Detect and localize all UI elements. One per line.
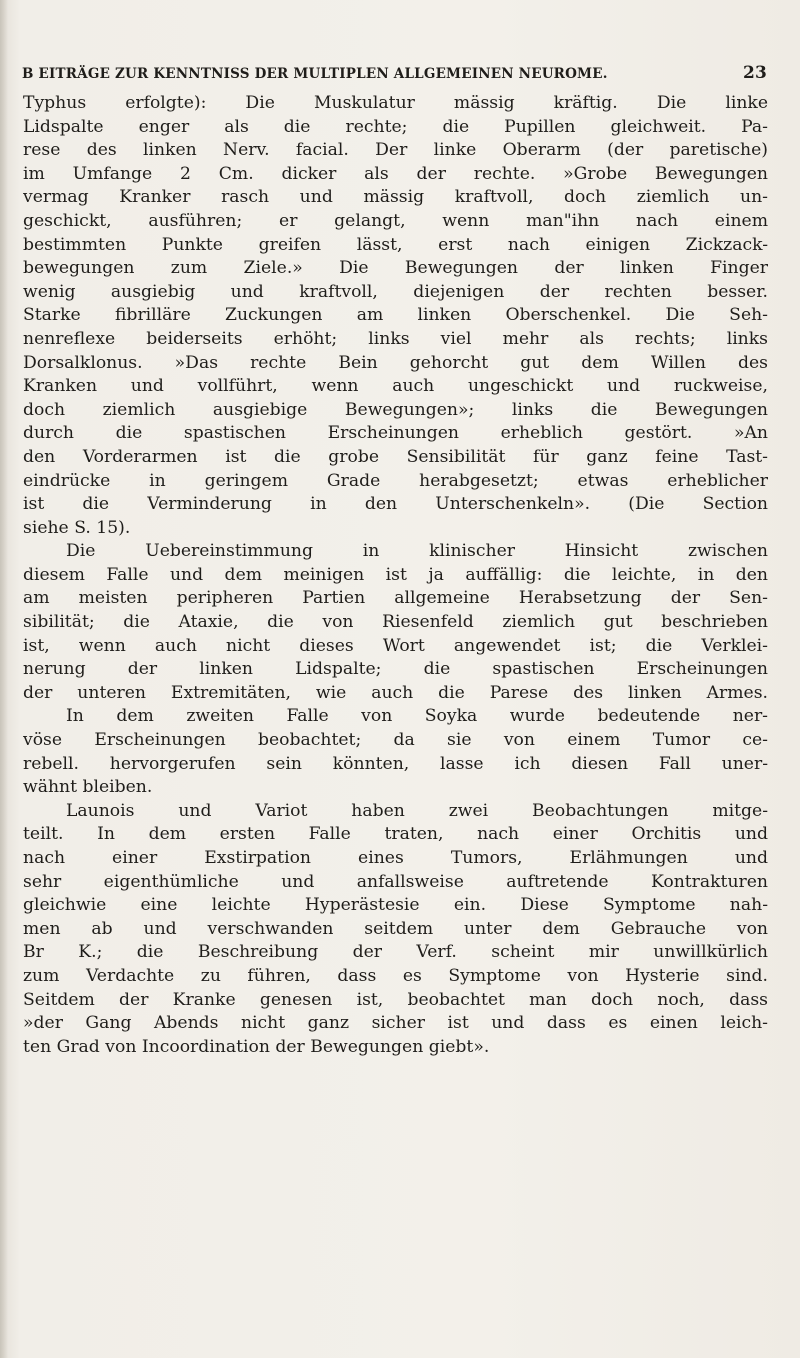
text-line: vöse Erscheinungen beobachtet; da sie von einem Tumor ce- — [23, 730, 768, 751]
text-line: siehe S. 15). — [23, 517, 131, 538]
text-line: Die Uebereinstimmung in klinischer Hinsicht zwischen — [66, 541, 768, 562]
text-line: vermag Kranker rasch und mässig kraftvoll, doch ziemlich un- — [23, 187, 768, 208]
text-line: durch die spastischen Erscheinungen erheblich gestört. »An — [23, 423, 768, 444]
text-line: ten Grad von Incoordination der Bewegungen giebt». — [23, 1036, 490, 1057]
text-line: Dorsalklonus. »Das rechte Bein gehorcht gut dem Willen des — [23, 352, 768, 373]
page-edge-shadow — [0, 0, 8, 1358]
text-line: In dem zweiten Falle von Soyka wurde bedeutende ner- — [66, 706, 768, 727]
text-line: wenig ausgiebig und kraftvoll, diejenigen der rechten besser. — [23, 281, 768, 302]
text-line: bestimmten Punkte greifen lässt, erst nach einigen Zickzack- — [23, 234, 768, 255]
text-line: teilt. In dem ersten Falle traten, nach einer Orchitis und — [23, 824, 768, 845]
text-line: wähnt bleiben. — [23, 777, 153, 798]
text-line: nach einer Exstirpation eines Tumors, Erlähmungen und — [23, 848, 768, 868]
text-line: »der Gang Abends nicht ganz sicher ist und dass es einen leich- — [23, 1013, 768, 1034]
text-line: men ab und verschwanden seitdem unter dem Gebrauche von — [23, 918, 768, 939]
text-line: zum Verdachte zu führen, dass es Symptome von Hysterie sind. — [23, 965, 768, 986]
text-line: nenreflexe beiderseits erhöht; links viel mehr als rechts; links — [23, 328, 768, 349]
text-line: Br K.; die Beschreibung der Verf. scheint mir unwillkürlich — [23, 942, 768, 963]
page-header — [22, 63, 767, 87]
text-line: den Vorderarmen ist die grobe Sensibilität für ganz feine Tast- — [23, 446, 768, 467]
text-line: diesem Falle und dem meinigen ist ja auffällig: die leichte, in den — [23, 564, 768, 585]
running-title: B EITRÄGE ZUR KENNTNISS DER MULTIPLEN ALLGEMEINEN NEUROME. — [22, 66, 608, 82]
text-line: ist die Verminderung in den Unterschenkeln». (Die Section — [23, 494, 768, 515]
text-line: Launois und Variot haben zwei Beobachtungen mitge- — [66, 800, 768, 821]
text-line: Kranken und vollführt, wenn auch ungeschickt und ruckweise, — [23, 376, 768, 397]
text-line: Typhus erfolgte): Die Muskulatur mässig kräftig. Die linke — [23, 93, 768, 113]
text-line: nerung der linken Lidspalte; die spastischen Erscheinungen — [23, 659, 768, 680]
text-line: eindrücke in geringem Grade herabgesetzt; etwas erheblicher — [23, 470, 768, 491]
text-line: der unteren Extremitäten, wie auch die Parese des linken Armes. — [23, 682, 768, 703]
text-line: rebell. hervorgerufen sein könnten, lasse ich diesen Fall uner- — [23, 753, 768, 774]
text-line: doch ziemlich ausgiebige Bewegungen»; links die Bewegungen — [23, 399, 768, 420]
text-line: Lidspalte enger als die rechte; die Pupillen gleichweit. Pa- — [23, 116, 768, 137]
text-line: rese des linken Nerv. facial. Der linke Oberarm (der paretische) — [23, 140, 768, 161]
text-line: Seitdem der Kranke genesen ist, beobachtet man doch noch, dass — [23, 989, 768, 1010]
text-line: sibilität; die Ataxie, die von Riesenfeld ziemlich gut beschrieben — [23, 612, 768, 633]
text-line: geschickt, ausführen; er gelangt, wenn man"ihn nach einem — [23, 210, 768, 231]
page-number: 23 — [742, 63, 767, 83]
text-line: im Umfange 2 Cm. dicker als der rechte. »Grobe Bewegungen — [23, 163, 768, 184]
text-line: gleichwie eine leichte Hyperästesie ein. Diese Symptome nah- — [23, 895, 768, 916]
text-line: ist, wenn auch nicht dieses Wort angewendet ist; die Verklei- — [23, 635, 768, 656]
text-line: bewegungen zum Ziele.» Die Bewegungen der linken Finger — [23, 258, 768, 279]
body-text — [23, 92, 768, 1059]
text-line: Starke fibrilläre Zuckungen am linken Oberschenkel. Die Seh- — [23, 305, 768, 326]
text-line: am meisten peripheren Partien allgemeine Herabsetzung der Sen- — [23, 588, 768, 609]
text-line: sehr eigenthümliche und anfallsweise auftretende Kontrakturen — [23, 871, 768, 892]
